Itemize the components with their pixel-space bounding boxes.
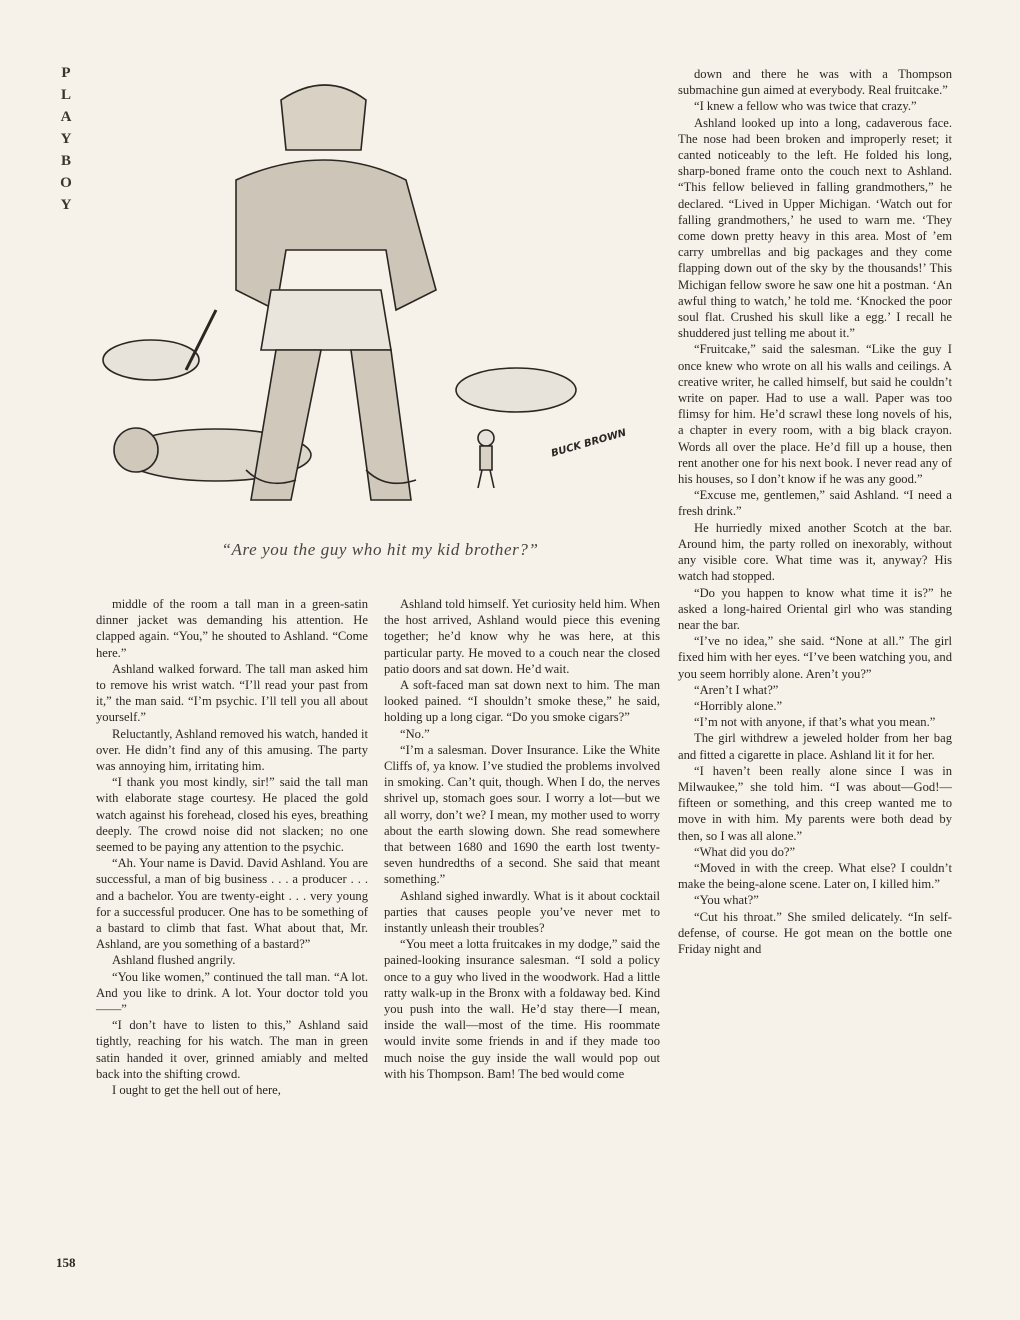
- text-column-2: [384, 596, 660, 1082]
- paragraph: “What did you do?”: [694, 844, 796, 859]
- masthead-letter: A: [60, 109, 72, 125]
- paragraph: Ashland looked up into a long, cadaverous face. The nose had been broken and improperly reset; it canted noticeably to the left. He folded his long, sharp-boned frame onto the couch next to Ashland. “This fellow believed in falling grandmothers,” he declared. “Lived in Upper Michigan. ‘Watch out for falling grandmothers,’ he used to warn me. ‘They come down pretty heavy in this area. Most of ’em carry umbrellas and big packages and they come flapping down out of the sky by the thousands!’ This Michigan fellow swore he saw one hit a postman. ‘An awful thing to watch,’ he told me. ‘Knocked the poor soul flat. Crushed his skull like a egg.’ I recall he shuddered just telling me about it.”: [678, 115, 952, 341]
- masthead-letter: L: [60, 87, 71, 103]
- cartoon-caption: “Are you the guy who hit my kid brother?”: [221, 540, 539, 559]
- paragraph: Ashland flushed angrily.: [112, 953, 236, 968]
- paragraph: “You like women,” continued the tall man. “A lot. And you like to drink. A lot. Your doctor told you——”: [96, 969, 368, 1017]
- paragraph: Reluctantly, Ashland removed his watch, handed it over. He didn’t find any of this amusing. The party was annoying him, irritating him.: [96, 726, 368, 774]
- paragraph: Ashland sighed inwardly. What is it about cocktail parties that causes people you’ve never met to instantly unleash their troubles?: [384, 888, 660, 936]
- masthead-letter: B: [60, 153, 71, 169]
- paragraph: middle of the room a tall man in a green-satin dinner jacket was demanding his attention. He clapped again. “You,” he shouted to Ashland. “Come here.”: [96, 597, 368, 660]
- paragraph: “Excuse me, gentlemen,” said Ashland. “I need a fresh drink.”: [678, 488, 952, 519]
- paragraph: “You meet a lotta fruitcakes in my dodge,” said the pained-looking insurance salesman. “I sold a policy once to a guy who lived in the woodwork. Had a little ratty walk-up in the Bronx with a foldaway bed. Kind you push into the wall. He’d stay there—I mean, inside the wall—most of the time. His roommate would invite some friends in and if they made too much noise the guy inside the wall would pop out with his Thompson. Bam! The bed would come: [384, 937, 660, 1081]
- paragraph: “Moved in with the creep. What else? I couldn’t make the being-alone scene. Later on, I killed him.”: [678, 860, 952, 892]
- text-column-1: [96, 596, 368, 1098]
- paragraph: “I haven’t been really alone since I was in Milwaukee,” she told him. “I was about—God!—fifteen or something, and this creep wanted me to move in with him. My parents were both dead by then, so I was all alone.”: [678, 763, 952, 843]
- paragraph: “I’m a salesman. Dover Insurance. Like the White Cliffs of, ya know. I’ve studied the problems involved in smoking. Can’t quit, though. When I do, the nerves shrivel up, stomach goes sour. I worry a lot—but we all worry, don’t we? I mean, my mother used to worry about the earth slowing down. She read somewhere that between 1680 and 1690 the earth lost twenty-seven hundredths of a second. She said that meant something.”: [384, 742, 660, 887]
- paragraph: “I don’t have to listen to this,” Ashland said tightly, reaching for his watch. The man in green satin handed it over, grinned amiably and melted back into the shifting crowd.: [96, 1018, 368, 1081]
- paragraph: The girl withdrew a jeweled holder from her bag and fitted a cigarette in place. Ashland lit it for her.: [678, 731, 952, 762]
- masthead-letter: P: [61, 65, 71, 81]
- paragraph: A soft-faced man sat down next to him. The man looked pained. “I shouldn’t smoke these,” he said, holding up a long cigar. “Do you smoke cigars?”: [384, 678, 660, 725]
- paragraph: He hurriedly mixed another Scotch at the bar. Around him, the party rolled on inexorably, without any visible core. What time was it, anyway? His watch had stopped.: [678, 520, 952, 584]
- page-number: 158: [56, 1255, 76, 1270]
- masthead-letter: Y: [60, 131, 72, 147]
- cartoonist-signature: BUCK BROWN: [549, 427, 628, 460]
- paragraph: “You what?”: [694, 893, 759, 908]
- masthead-letter: Y: [60, 197, 72, 213]
- paragraph: “Do you happen to know what time it is?” he asked a long-haired Oriental girl who was standing near the bar.: [678, 585, 952, 632]
- paragraph: “I’ve no idea,” she said. “None at all.” The girl fixed him with her eyes. “I’ve been watching you, and you seem horribly alone. Aren’t you?”: [678, 634, 952, 681]
- paragraph: Ashland told himself. Yet curiosity held him. When the host arrived, Ashland would piece this evening together; he’d know why he was here, at this particular party. He moved to a couch near the closed patio doors and sat down. He’d wait.: [384, 597, 660, 676]
- paragraph: down and there he was with a Thompson submachine gun aimed at everybody. Real fruitcake.”: [678, 67, 952, 98]
- paragraph: “Aren’t I what?”: [694, 682, 779, 697]
- paragraph: “I thank you most kindly, sir!” said the tall man with elaborate stage courtesy. He placed the gold watch against his forehead, closed his eyes, breathing deeply. The crowd noise did not slacken; no one seemed to be paying any attention to the psychic.: [96, 775, 368, 855]
- text-column-3: [678, 66, 952, 957]
- cartoon-illustration: [96, 60, 656, 535]
- paragraph: “I knew a fellow who was twice that crazy.”: [694, 99, 917, 114]
- paragraph: “Horribly alone.”: [694, 698, 783, 713]
- masthead-vertical: [56, 62, 76, 216]
- paragraph: “Ah. Your name is David. David Ashland. You are successful, a man of big business . . . a producer . . . and a bachelor. You are twenty-eight . . . very young for a successful producer. One has to be something of a bastard to climb that fast. What about that, Mr. Ashland, are you something of a bastard?”: [96, 856, 368, 952]
- paragraph: “Cut his throat.” She smiled delicately. “In self-defense, of course. He got mean on the bottle one Friday night and: [678, 909, 952, 956]
- paragraph: “I’m not with anyone, if that’s what you mean.”: [694, 715, 936, 730]
- masthead-letter: O: [60, 175, 72, 191]
- paragraph: I ought to get the hell out of here,: [112, 1083, 281, 1098]
- paragraph: “No.”: [400, 726, 430, 741]
- paragraph: “Fruitcake,” said the salesman. “Like the guy I once knew who wrote on all his walls and ceilings. A creative writer, he called himself, but said he couldn’t write on paper. Had to use a wall. Paper was too flimsy for him. He’d scrawl these long novels of his, a chapter in every room, with a big black crayon. Words all over the place. He’d fill up a house, then rent another one for his next book. I never read any of his houses, so I don’t know if he was any good.”: [678, 342, 952, 487]
- paragraph: Ashland walked forward. The tall man asked him to remove his wrist watch. “I’ll read your past from it,” the man said. “I’m psychic. I’ll tell you all about yourself.”: [96, 661, 368, 725]
